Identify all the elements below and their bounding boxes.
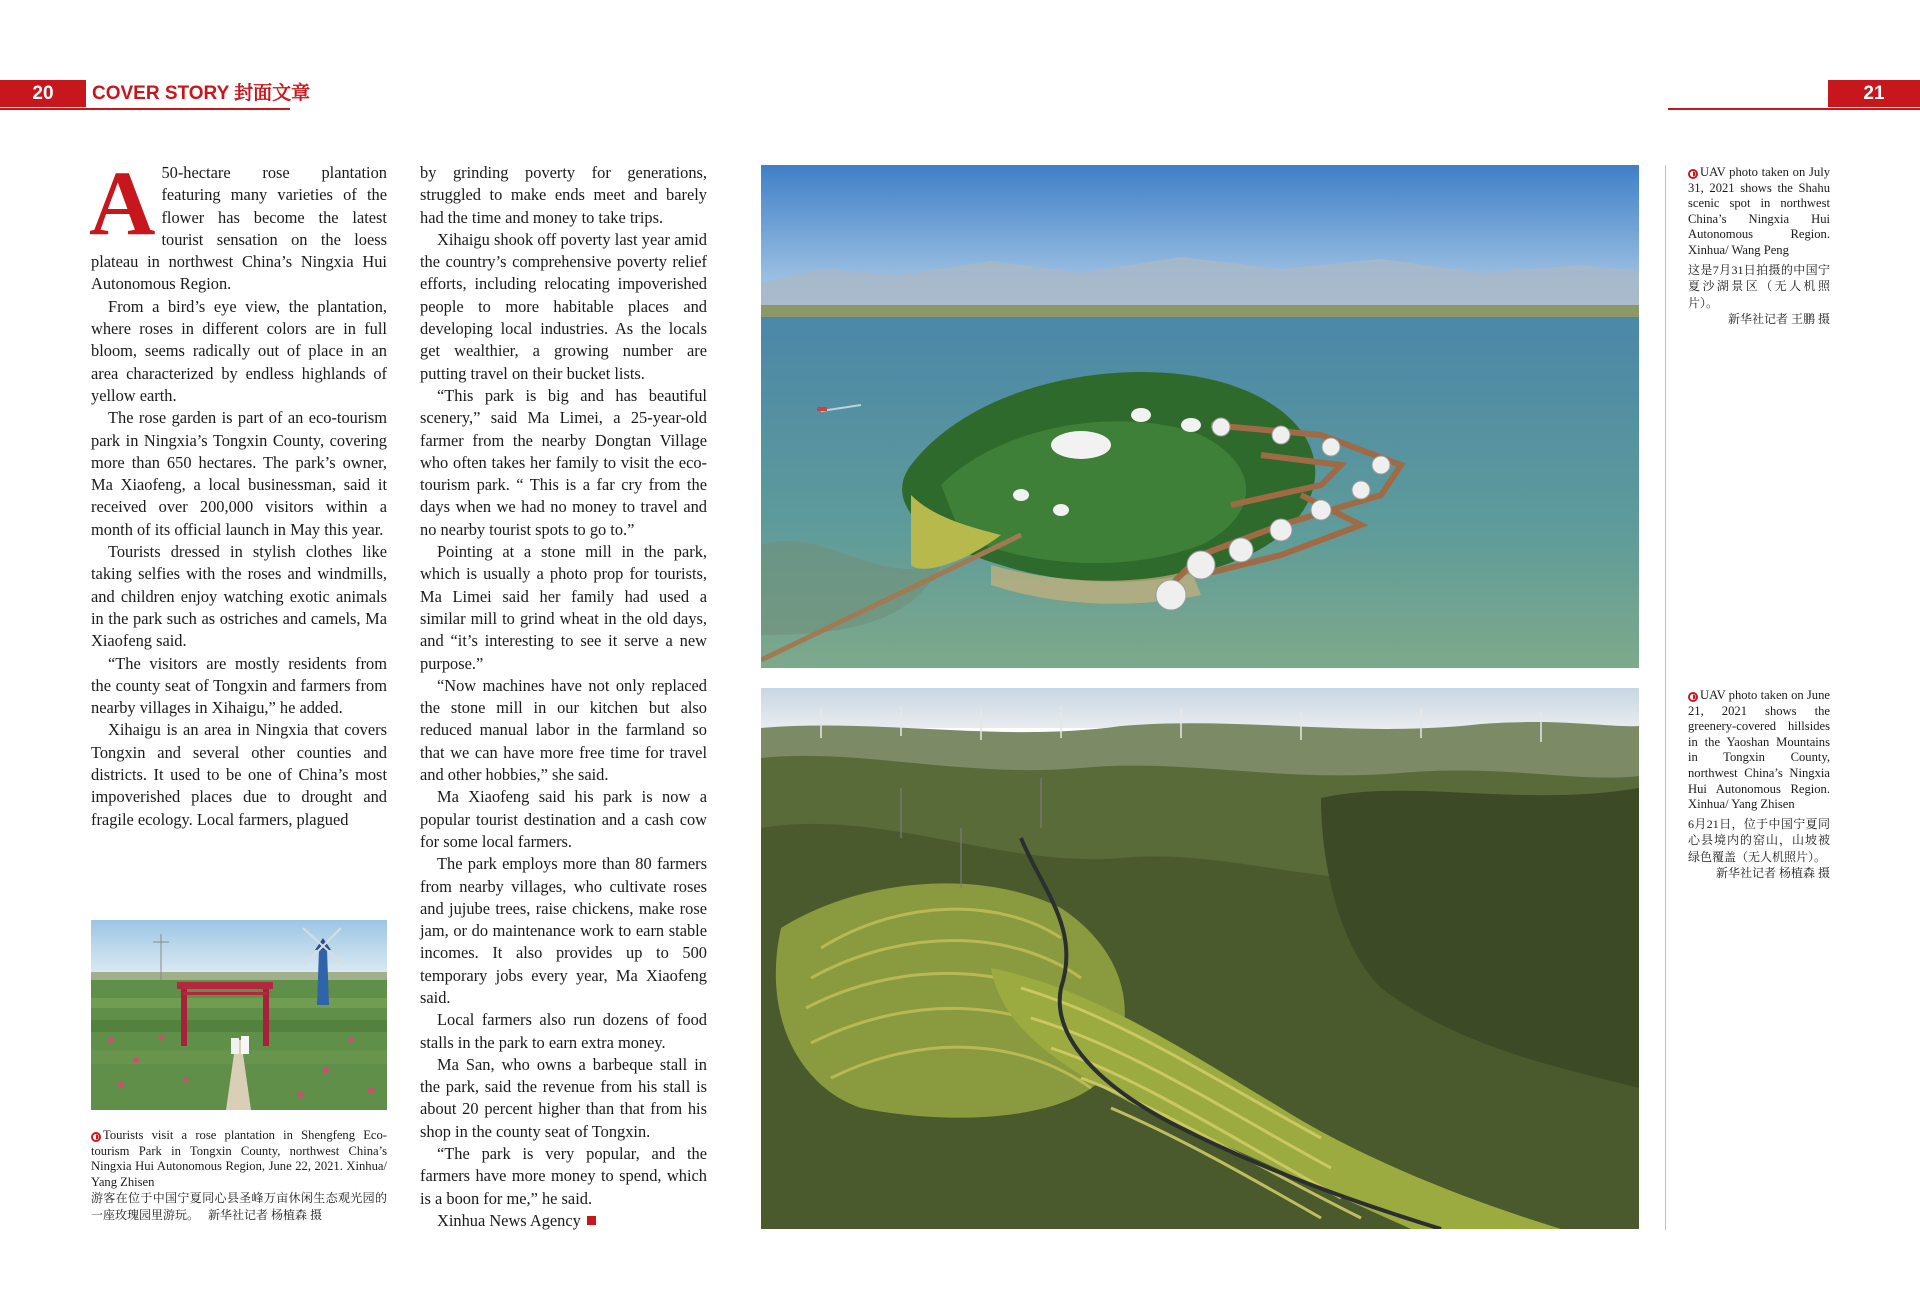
header-rule: [0, 108, 290, 110]
photo-caption-bullet-icon: ◐: [92, 1132, 100, 1141]
left-page-number: 20: [0, 80, 86, 107]
article-paragraph: by grinding poverty for generations, struggled to make ends meet and barely had the time and money to take trips.: [420, 163, 707, 227]
article-paragraph: “The visitors are mostly residents from the county seat of Tongxin and farmers from nearby villages in Xihaigu,” he added.: [91, 653, 387, 718]
yaoshan-photo-caption: [1688, 688, 1830, 882]
article-paragraph: Local farmers also run dozens of food stalls in the park to earn extra money.: [420, 1010, 707, 1052]
byline-paragraph: [420, 1210, 707, 1232]
article-paragraph: Xihaigu shook off poverty last year amid the country’s comprehensive poverty relief efforts, including relocating impoverished people to more habitable places and developing local industries. As the locals get wealthier, a growing number are putting travel on their bucket lists.: [420, 229, 707, 383]
caption-english: [1688, 165, 1830, 259]
article-paragraph: Tourists dressed in stylish clothes like taking selfies with the roses and windmills, and children enjoy watching exotic animals in the park such as ostriches and camels, Ma Xiaofeng said.: [91, 542, 387, 651]
shahu-photo-caption: [1688, 165, 1830, 328]
section-title: COVER STORY 封面文章: [92, 83, 311, 104]
caption-english: [91, 1128, 387, 1190]
photo-caption-bullet-icon: ◐: [1689, 692, 1697, 701]
article-paragraph: Pointing at a stone mill in the park, which is usually a photo prop for tourists, Ma Limei said her family had used a similar mill to grind wheat in the old days, and “it’s interesting to see it serve a new purpose.”: [420, 542, 707, 673]
caption-chinese: 这是7月31日拍摄的中国宁夏沙湖景区（无人机照片）。: [1688, 262, 1830, 310]
article-paragraph: From a bird’s eye view, the plantation, where roses in different colors are in full bloom, seems radically out of place in an area characterized by endless highlands of yellow earth.: [91, 296, 387, 405]
caption-column-divider: [1665, 165, 1666, 1230]
left-page-header: [0, 80, 311, 110]
header-rule-right: [1668, 108, 1920, 110]
article-end-square-icon: [587, 1216, 596, 1225]
caption-credit: 新华社记者 杨植森 摄: [208, 1207, 323, 1222]
article-paragraph: Ma Xiaofeng said his park is now a popular tourist destination and a cash cow for some local farmers.: [420, 787, 707, 851]
caption-text: UAV photo taken on July 31, 2021 shows the Shahu scenic spot in northwest China’s Ningxia Hui Autonomous Region. Xinhua/ Wang Peng: [1688, 165, 1830, 257]
caption-text: Tourists visit a rose plantation in Shengfeng Eco-tourism Park in Tongxin County, northwest China’s Ningxia Hui Autonomous Region, June 22, 2021. Xinhua/ Yang Zhisen: [91, 1128, 387, 1189]
caption-credit: 新华社记者 王鹏 摄: [1727, 312, 1830, 327]
article-paragraph: “Now machines have not only replaced the stone mill in our kitchen but also reduced manual labor in the farmland so that we can have more free time for travel and other hobbies,” she said.: [420, 675, 707, 785]
article-column-2: [420, 162, 707, 1232]
article-column-1: [89, 152, 387, 831]
article-paragraph: Ma San, who owns a barbeque stall in the park, said the revenue from his stall is about 20 percent higher than that from his shop in the county seat of Tongxin.: [420, 1054, 707, 1141]
article-paragraph: [89, 152, 387, 296]
paragraph-text: 50-hectare rose plantation featuring many varieties of the flower has become the latest tourist sensation on the loess plateau in northwest China’s Ningxia Hui Autonomous Region.: [91, 163, 387, 294]
shahu-lake-photo: [761, 165, 1639, 668]
article-paragraph: The park employs more than 80 farmers from nearby villages, who cultivate roses and jujube trees, raise chickens, make rose jam, or do maintenance work to earn stable incomes. It also provides up to 500 temporary jobs every year, Ma Xiaofeng said.: [420, 854, 707, 1007]
rose-garden-photo: [91, 920, 387, 1110]
caption-text: UAV photo taken on June 21, 2021 shows the greenery-covered hillsides in the Yaoshan Mountains in Tongxin County, northwest China’s Ningxia Hui Autonomous Region. Xinhua/ Yang Zhisen: [1688, 688, 1830, 812]
article-paragraph: “This park is big and has beautiful scenery,” said Ma Limei, a 25-year-old farmer from the nearby Dongtan Village who often takes her family to visit the eco-tourism park. “ This is a far cry from the days when we had no money to travel and no nearby tourist spots to go to.”: [420, 385, 707, 539]
article-paragraph: The rose garden is part of an eco-tourism park in Ningxia’s Tongxin County, covering more than 650 hectares. The park’s owner, Ma Xiaofeng, a local businessman, said it received over 200,000 visitors within a month of its official launch in May this year.: [91, 408, 387, 539]
drop-cap: A: [89, 152, 156, 254]
caption-english: [1688, 688, 1830, 813]
caption-chinese-text: 游客在位于中国宁夏同心县圣峰万亩休闲生态观光园的一座玫瑰园里游玩。: [91, 1191, 387, 1222]
caption-credit: 新华社记者 杨植森 摄: [1715, 866, 1830, 881]
photo-caption-bullet-icon: ◐: [1689, 169, 1697, 178]
caption-chinese: 6月21日，位于中国宁夏同心县境内的窑山，山坡被绿色覆盖（无人机照片）。: [1688, 816, 1830, 864]
caption-chinese: [91, 1190, 387, 1223]
yaoshan-mountains-photo: [761, 688, 1639, 1229]
article-paragraph: “The park is very popular, and the farmers have more money to spend, which is a boon for me,” he said.: [420, 1144, 707, 1208]
article-paragraph: Xihaigu is an area in Ningxia that covers Tongxin and several other counties and districts. It used to be one of China’s most impoverished places due to drought and fragile ecology. Local farmers, plagued: [91, 720, 387, 829]
right-page-number: 21: [1828, 80, 1920, 107]
byline: Xinhua News Agency: [437, 1210, 581, 1230]
rose-photo-caption: [91, 1128, 387, 1223]
